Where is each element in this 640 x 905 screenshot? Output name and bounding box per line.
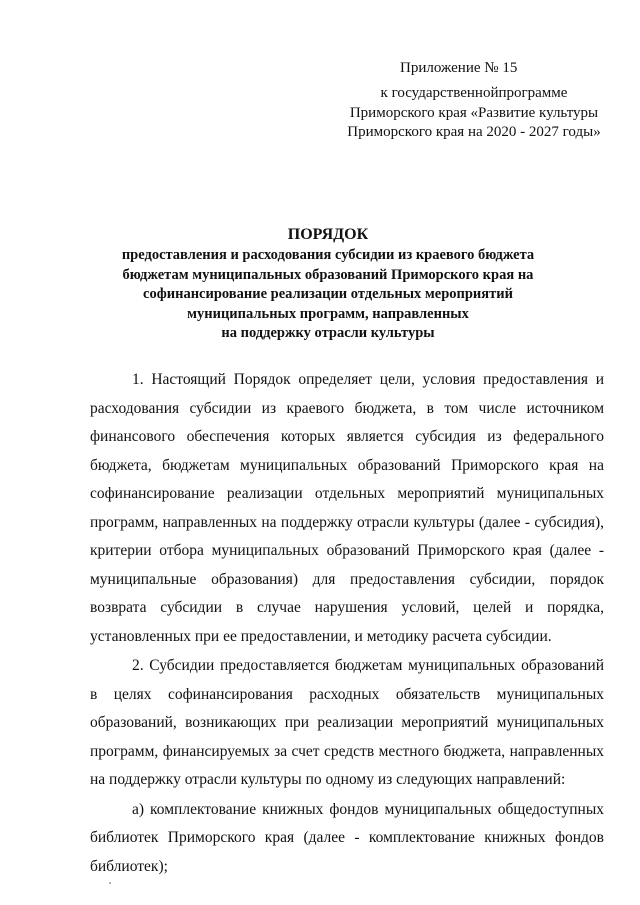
program-reference — [334, 84, 614, 143]
appendix-number: Приложение № 15 — [400, 60, 518, 76]
program-reference-line: Приморского края «Развитие культуры — [349, 104, 599, 121]
title-line: муниципальных программ, направленных — [187, 305, 469, 322]
program-reference-line: Приморского края на 2020 - 2027 годы» — [347, 124, 601, 140]
title-line: бюджетам муниципальных образований Приморского края на — [122, 266, 534, 283]
paragraph-2: 2. Субсидии предоставляется бюджетам муниципальных образований в целях софинансирования расходных обязательств муниципальных образований, возникающих при реализации мероприятий муниципальных программ, финансируемых за счет средств местного бюджета, направленных на поддержку отрасли культуры по одному из следующих направлений: — [90, 657, 604, 788]
program-reference-line: к государственнойпрограмме — [380, 85, 568, 101]
paragraph-2a: а) комплектование книжных фондов муниципальных общедоступных библиотек Приморского края (далее - комплектование книжных фондов библиотек); — [90, 800, 604, 875]
title-line: на поддержку отрасли культуры — [221, 325, 435, 341]
title-line: предоставления и расходования субсидии из краевого бюджета — [121, 247, 535, 263]
document-body — [90, 366, 604, 882]
title-heading: ПОРЯДОК — [287, 226, 369, 243]
title-line: софинансирование реализации отдельных мероприятий — [143, 286, 513, 302]
document-title — [96, 224, 560, 344]
scan-speck — [109, 882, 111, 884]
paragraph-1: 1. Настоящий Порядок определяет цели, условия предоставления и расходования субсидии из краевого бюджета, в том числе источником финансового обеспечения которых является субсидия из федерального бюджета, бюджетам муниципальных образований Приморского края на софинансирование реализации отдельных мероприятий муниципальных программ, направленных на поддержку отрасли культуры (далее - субсидия), критерии отбора муниципальных образований Приморского края (далее - муниципальные образования) для предоставления субсидии, порядок возврата субсидии в случае нарушения условий, целей и порядка, установленных при ее предоставлении, и методику расчета субсидии. — [90, 371, 604, 645]
